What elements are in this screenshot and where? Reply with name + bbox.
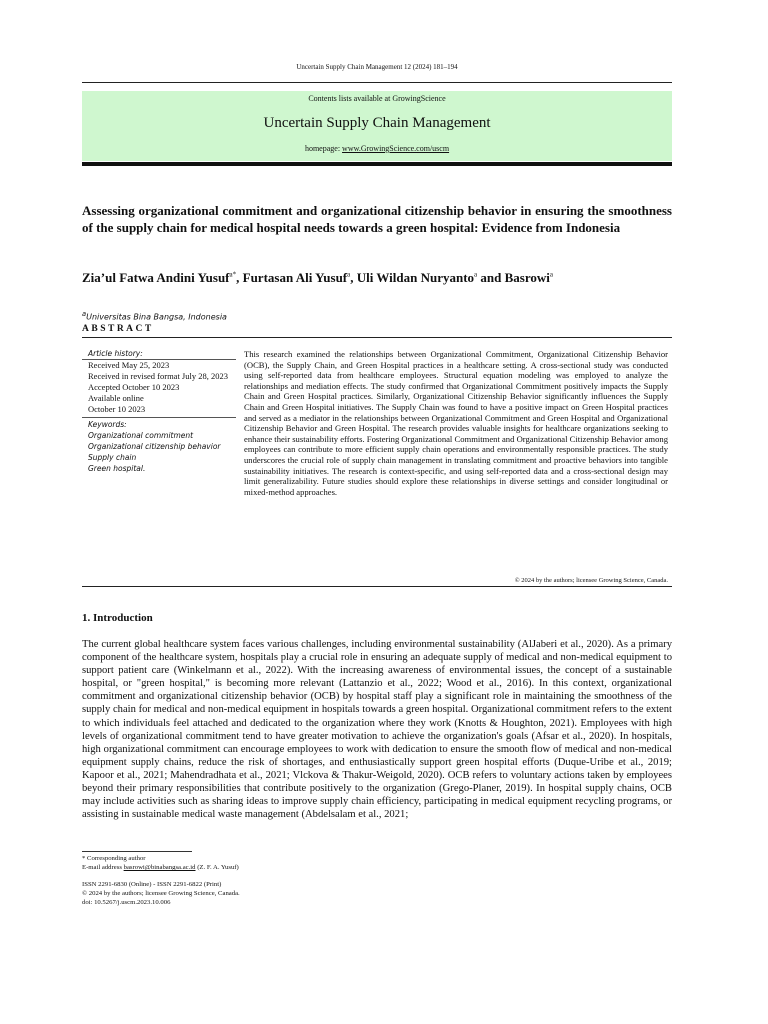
author-name: Basrowi xyxy=(504,270,550,285)
journal-masthead xyxy=(82,91,672,161)
footnotes xyxy=(82,854,672,872)
contents-available: Contents lists available at GrowingScience xyxy=(308,94,446,103)
keywords-divider xyxy=(82,417,236,418)
author-sup: a* xyxy=(229,270,237,279)
homepage-link[interactable]: www.GrowingScience.com/uscm xyxy=(342,144,450,153)
email-suffix: (Z. F. A. Yusuf) xyxy=(197,864,239,871)
abstract-bottom-rule xyxy=(82,586,672,587)
corresponding-author: * Corresponding author xyxy=(82,855,146,862)
keyword: Green hospital. xyxy=(88,464,146,473)
issn-block xyxy=(82,880,672,907)
doi-line: doi: 10.5267/j.uscm.2023.10.006 xyxy=(82,899,171,906)
journal-title: Uncertain Supply Chain Management xyxy=(263,115,491,131)
history-item: Received May 25, 2023 xyxy=(88,360,170,370)
journal-homepage xyxy=(82,144,672,153)
affiliation xyxy=(82,310,227,322)
email-line xyxy=(82,863,672,872)
article-title: Assessing organizational commitment and organizational citizenship behavior in ensuring the smoothness of the supply chain for medical hospital needs towards a green hospital: Evidence from Indonesia xyxy=(82,203,672,235)
homepage-label: homepage: xyxy=(304,144,341,153)
author-name: Zia’ul Fatwa Andini Yusuf xyxy=(82,270,230,285)
keyword: Supply chain xyxy=(88,453,137,462)
issn-line: ISSN 2291-6830 (Online) - ISSN 2291-6822 (Print) xyxy=(82,881,222,888)
history-item: Available online xyxy=(88,393,144,403)
affiliation-text: Universitas Bina Bangsa, Indonesia xyxy=(86,312,227,322)
copyright-line: © 2024 by the authors; licensee Growing Science, Canada. xyxy=(82,890,240,897)
keyword: Organizational commitment xyxy=(88,431,194,440)
history-item: October 10 2023 xyxy=(88,404,146,414)
history-label: Article history: xyxy=(82,348,236,360)
article-info xyxy=(82,348,236,474)
keyword: Organizational citizenship behavior xyxy=(88,442,221,451)
author-name: Uli Wildan Nuryanto xyxy=(356,270,475,285)
footnote-rule xyxy=(82,851,192,852)
author-sep: , xyxy=(236,270,243,285)
author-list xyxy=(82,270,672,286)
history-item: Accepted October 10 2023 xyxy=(88,382,180,392)
header-rule xyxy=(82,82,672,83)
masthead-rule xyxy=(82,162,672,166)
email-label: E-mail address xyxy=(82,864,122,871)
author-sup: a xyxy=(474,270,478,279)
author-sep: and xyxy=(477,270,505,285)
author-name: Furtasan Ali Yusuf xyxy=(242,270,348,285)
abstract-copyright: © 2024 by the authors; licensee Growing Science, Canada. xyxy=(514,577,668,584)
affiliation-sup: a xyxy=(82,310,87,318)
author-sup: a xyxy=(347,270,351,279)
section-heading: 1. Introduction xyxy=(82,612,153,624)
keywords-label: Keywords: xyxy=(88,420,127,429)
email-link[interactable]: basrowi@binabangsa.ac.id xyxy=(123,864,196,871)
author-sep: , xyxy=(350,270,357,285)
abstract-top-rule xyxy=(82,337,672,338)
abstract-text: This research examined the relationships between Organizational Commitment, Organizational Citizenship Behavior (OCB), the Supply Chain, and Green Hospital practices in a healthcare setting. A cross-sectional study was conducted using self-reported data from healthcare employees. Structural equation modeling was employed to analyze the relationships and mediation effects. The study confirmed that Organizational Commitment positively impacts the Supply Chain and Green Hospital practices. Similarly, Organizational Citizenship Behavior significantly influences the Supply Chain and Green Hospital initiatives. The Supply Chain was found to have a positive impact on Green Hospital practices and served as a mediator in the relationships between Organizational Commitment and Green Hospital and Organizational Citizenship Behavior and Green Hospital. The research provides valuable insights for healthcare organizations seeking to enhance their sustainability efforts. Fostering Organizational Commitment and Organizational Citizenship Behavior among employees can contribute to more efficient supply chain operations and environmentally responsible practices. The study underscores the crucial role of supply chain management in translating commitment and proactive behaviors into tangible sustainability initiatives. The research is context-specific, and using self-reported data and a cross-sectional design may limit generalizability. Future studies should explore these relationships in diverse settings and consider longitudinal or mixed-method approaches. xyxy=(244,349,668,497)
abstract-heading: ABSTRACT xyxy=(82,324,154,334)
introduction-text: The current global healthcare system faces various challenges, including environmental sustainability (AlJaberi et al., 2020). As a primary component of the healthcare system, hospitals play a crucial role in ensuring an adequate supply of medical and non-medical equipment to support patient care (Winkelmann et al., 2022). With the increasing awareness of environmental issues, the concept of a sustainable hospital, or "green hospital," is becoming more relevant (Lattanzio et al., 2022; Wood et al., 2016). In this context, organizational commitment and organizational citizenship behavior (OCB) by hospital staff play a significant role in maintaining the smoothness of the supply chain for medical and non-medical equipment in hospitals towards a green hospital. Organizational commitment refers to the extent to which individuals feel attached and dedicated to the organization where they work (Knotts & Houghton, 2021). Employees with high levels of organizational commitment tend to have greater motivation to achieve the organization's goals (Afsar et al., 2020). In hospitals, high organizational commitment can encourage employees to work with dedication to ensure the smooth flow of medical and non-medical equipment supply chains, reduce the risk of shortages, and enthusiastically support green hospital efforts (Duque-Uribe et al., 2019; Kapoor et al., 2021; Mahendradhata et al., 2021; Vlckova & Thakur-Weigold, 2020). OCB refers to voluntary actions taken by employees beyond their primary responsibilities that contribute positively to the organization (Grego-Planer, 2019). In hospital supply chains, OCB may include activities such as sharing ideas to improve supply chain efficiency, participating in medical equipment recycling programs, or assisting in sustainable medical waste management (Abdelsalam et al., 2021; xyxy=(82,639,672,821)
running-head: Uncertain Supply Chain Management 12 (2024) 181–194 xyxy=(296,63,458,71)
history-item: Received in revised format July 28, 2023 xyxy=(88,371,228,381)
author-sup: a xyxy=(549,270,553,279)
